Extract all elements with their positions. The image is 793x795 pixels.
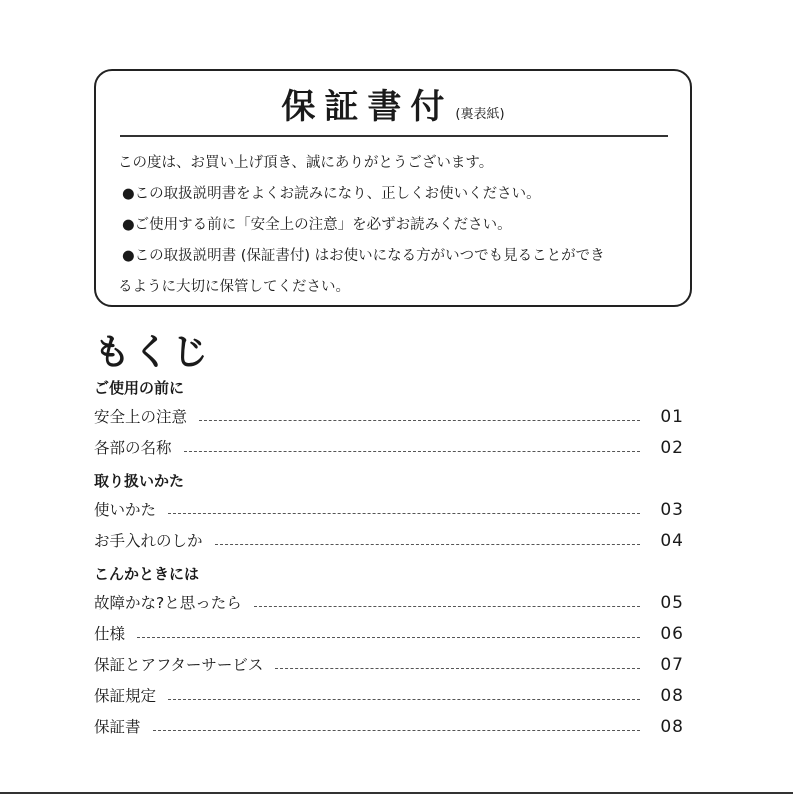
notice-divider <box>120 135 668 137</box>
toc-entry-label: 保証書 <box>94 718 141 736</box>
page-bottom-rule <box>0 792 793 794</box>
toc-entry-label: 仕様 <box>94 625 126 643</box>
toc-entry[interactable] <box>94 592 684 614</box>
toc-leader <box>137 637 640 638</box>
notice-box <box>94 69 692 307</box>
toc-entry-label: 故障かな?と思ったら <box>94 594 242 612</box>
toc-entry-page: 02 <box>660 438 684 458</box>
notice-line-3: ●ご使用する前に「安全上の注意」を必ずお読みください。 <box>122 217 512 233</box>
toc-leader <box>275 668 640 669</box>
notice-line-1: この度は、お買い上げ頂き、誠にありがとうございます。 <box>118 155 494 171</box>
toc-entry-page: 08 <box>660 717 684 737</box>
toc-section-title: こんかときには <box>94 565 200 583</box>
toc-entry-page: 03 <box>660 500 684 520</box>
toc-section-title: 取り扱いかた <box>94 472 185 490</box>
toc-entry-page: 06 <box>660 624 684 644</box>
toc-entry-label: 安全上の注意 <box>94 408 188 426</box>
toc-leader <box>153 730 640 731</box>
notice-line-2: ●この取扱説明書をよくお読みになり、正しくお使いください。 <box>122 186 541 202</box>
toc-entry[interactable] <box>94 499 684 521</box>
toc-entry-label: 保証規定 <box>94 687 157 705</box>
toc-leader <box>168 513 640 514</box>
notice-line-4: ●この取扱説明書 (保証書付) はお使いになる方がいつでも見ることができ <box>122 248 605 264</box>
toc-entry-label: お手入れのしか <box>94 532 203 550</box>
notice-line-5: るように大切に保管してください。 <box>118 279 350 295</box>
toc-entry-page: 05 <box>660 593 684 613</box>
toc-entry[interactable] <box>94 437 684 459</box>
toc-entry-label: 各部の名称 <box>94 439 172 457</box>
toc-entry-label: 使いかた <box>94 501 157 519</box>
toc-entry[interactable] <box>94 530 684 552</box>
notice-title-note: (裏表紙) <box>455 107 505 122</box>
toc-entry[interactable] <box>94 406 684 428</box>
toc-leader <box>184 451 640 452</box>
toc-leader <box>199 420 640 421</box>
toc-entry-page: 08 <box>660 686 684 706</box>
toc-entry-page: 04 <box>660 531 684 551</box>
toc-entry-page: 01 <box>660 407 684 427</box>
toc-leader <box>168 699 640 700</box>
toc-leader <box>254 606 640 607</box>
toc-entry[interactable] <box>94 623 684 645</box>
toc-section-title: ご使用の前に <box>94 379 185 397</box>
notice-title <box>96 87 690 135</box>
toc-entry[interactable] <box>94 716 684 738</box>
toc-entry[interactable] <box>94 654 684 676</box>
toc-leader <box>215 544 640 545</box>
toc-entry-page: 07 <box>660 655 684 675</box>
notice-title-text: 保証書付 <box>281 87 454 127</box>
toc-entry-label: 保証とアフターサービス <box>94 656 264 674</box>
toc-entry[interactable] <box>94 685 684 707</box>
toc-heading: もくじ <box>94 332 212 373</box>
